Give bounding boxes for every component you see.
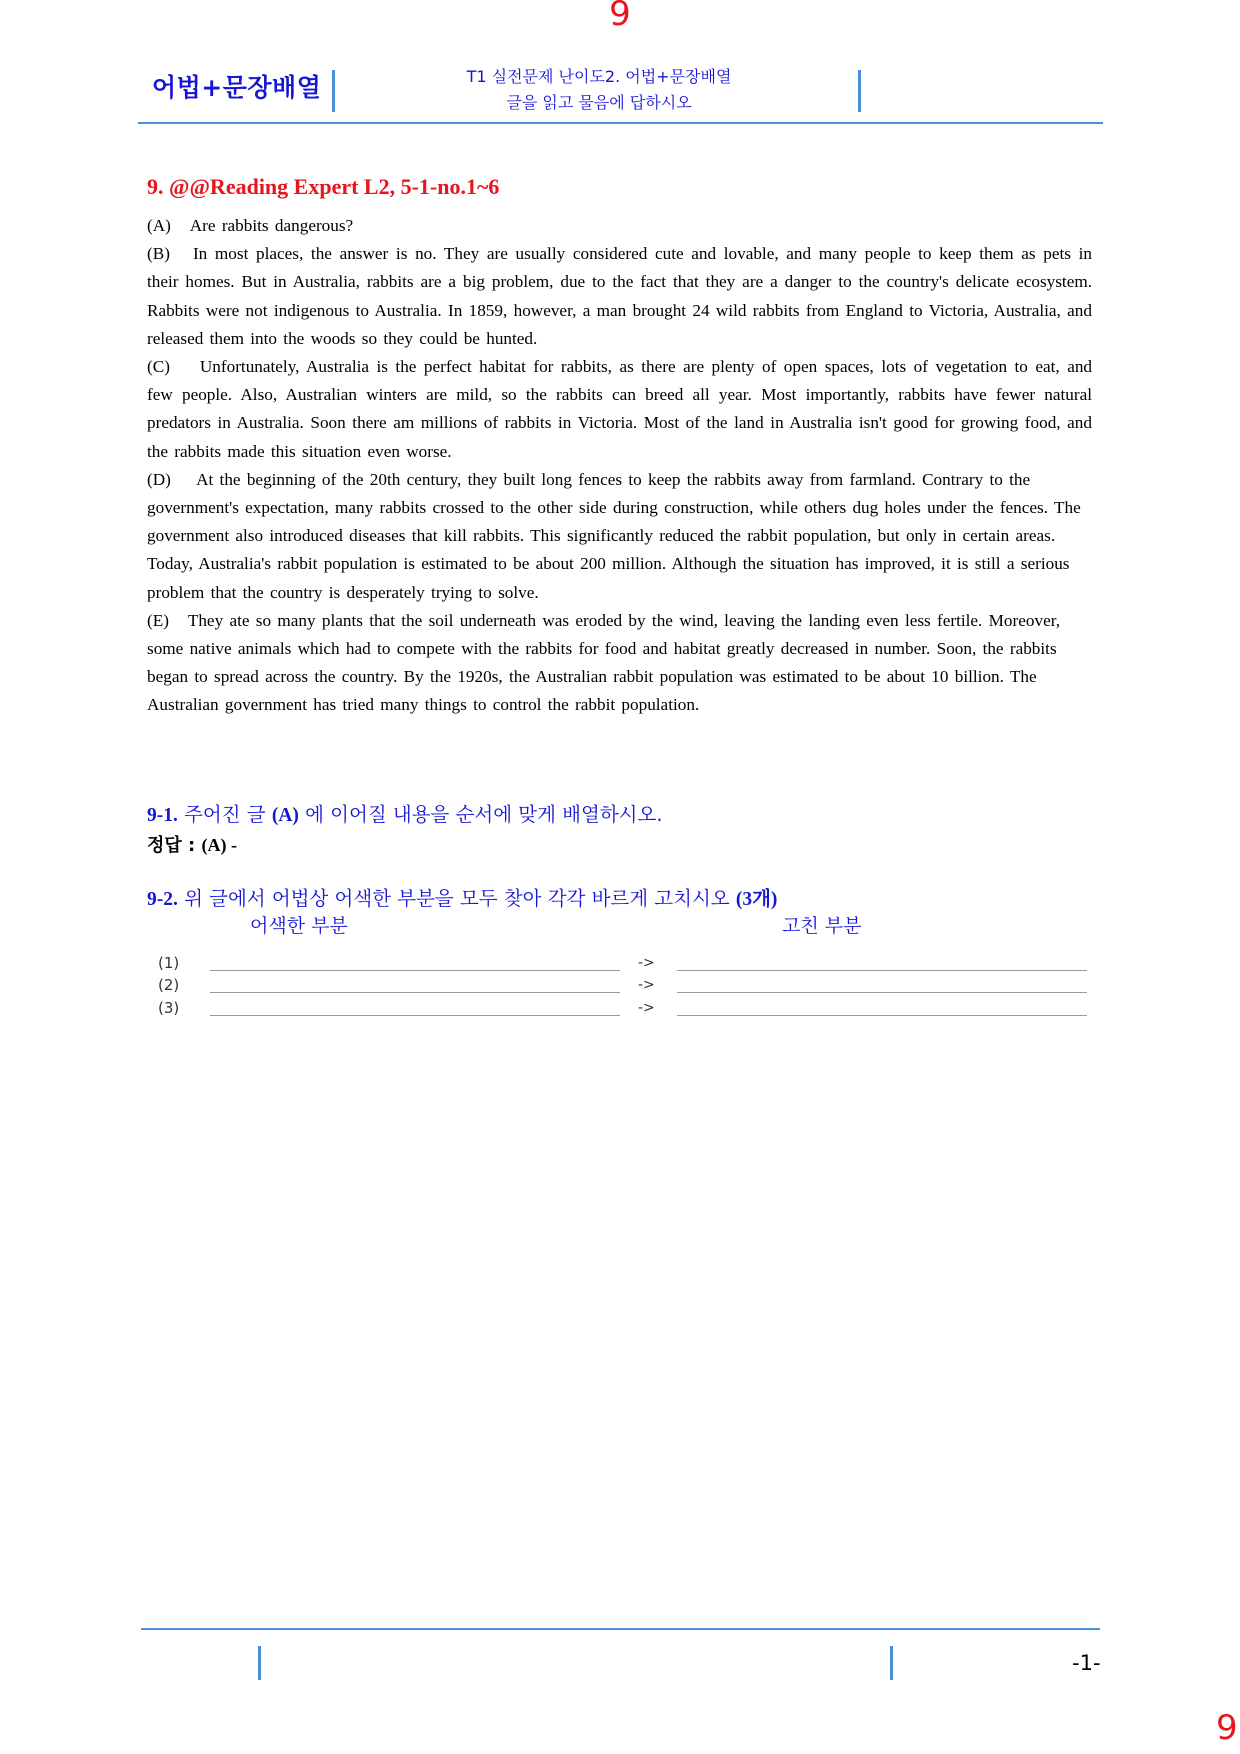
answer-row-number: (3) (158, 999, 180, 1017)
footer-page-number: -1- (1072, 1651, 1101, 1675)
header-divider-left (332, 70, 335, 112)
page-marker-top: 9 (609, 0, 631, 34)
arrow-icon: -> (638, 977, 655, 993)
page-marker-corner: 9 (1216, 1708, 1238, 1748)
sub-question-2-prompt (147, 884, 777, 915)
answer-blank-corrected[interactable] (677, 1015, 1087, 1016)
answer-row-2 (158, 974, 1088, 996)
answer-blank-corrected[interactable] (677, 970, 1087, 971)
sub-question-2-count: (3개) (735, 889, 778, 910)
sub-question-2-text: 위 글에서 어법상 어색한 부분을 모두 찾아 각각 바르게 고치시오 (184, 887, 730, 910)
column-header-wrong: 어색한 부분 (250, 915, 348, 937)
answer-blank-wrong[interactable] (210, 970, 620, 971)
header-subtitle (340, 64, 858, 116)
paragraph-b (147, 240, 1092, 353)
footer-rule (141, 1628, 1100, 1630)
paragraph-c (147, 353, 1092, 466)
paragraph-text: At the beginning of the 20th century, they built long fences to keep the rabbits away from farmland. Contrary to the government's expectation, many rabbits crossed to the other side during construction, while others dug holes under the fences. The government also introduced diseases that kill rabbits. This significantly reduced the rabbit population, but only in certain areas. Today, Australia's rabbit population is estimated to be about 200 million. Although the situation has improved, it is still a serious problem that the country is desperately trying to solve. (147, 469, 1081, 602)
sub-question-1-text-b: 에 이어질 내용을 순서에 맞게 배열하시오. (305, 803, 663, 826)
passage (147, 212, 1092, 720)
answer-blank-wrong[interactable] (210, 1015, 620, 1016)
paragraph-label: (D) (147, 469, 171, 489)
answer-label: 정답 : (147, 835, 196, 856)
answer-blank-wrong[interactable] (210, 992, 620, 993)
paragraph-label: (C) (147, 357, 170, 377)
paragraph-text: Are rabbits dangerous? (189, 216, 354, 235)
paragraph-label: (B) (147, 244, 170, 264)
paragraph-a (147, 212, 1092, 240)
arrow-icon: -> (638, 955, 655, 971)
paragraph-text: They ate so many plants that the soil underneath was eroded by the wind, leaving the landing even less fertile. Moreover, some native animals which had to compete with the rabbits for food and habitat greatly decreased in number. Soon, the rabbits began to spread across the country. By the 1920s, the Australian rabbit population was estimated to be about 10 billion. The Australian government has tried many things to control the rabbit population. (147, 610, 1061, 715)
header-subtitle-line2: 글을 읽고 물음에 답하시오 (506, 93, 692, 112)
answer-row-1 (158, 952, 1088, 974)
answer-blank-corrected[interactable] (677, 992, 1087, 993)
sub-question-1-ref: (A) (271, 805, 299, 826)
question-title: 9. @@Reading Expert L2, 5-1-no.1~6 (147, 174, 500, 199)
sub-question-1-number: 9-1. (147, 805, 178, 826)
paragraph-label: (E) (147, 610, 169, 630)
sub-question-1-text-a: 주어진 글 (184, 803, 266, 826)
header-subtitle-line1: T1 실전문제 난이도2. 어법+문장배열 (466, 67, 732, 86)
header-divider-right (858, 70, 861, 112)
answer-row-3 (158, 997, 1088, 1019)
header-category: 어법+문장배열 (152, 73, 322, 102)
answer-row-number: (2) (158, 976, 180, 994)
answer-value: (A) - (201, 835, 238, 855)
paragraph-text: Unfortunately, Australia is the perfect habitat for rabbits, as there are plenty of open spaces, lots of vegetation to eat, and few people. Also, Australian winters are mild, so the rabbits can breed all year. Most importantly, rabbits have fewer natural predators in Australia. Soon there am millions of rabbits in Victoria. Most of the land in Australia isn't good for growing food, and the rabbits made this situation even worse. (147, 357, 1093, 461)
paragraph-text: In most places, the answer is no. They are usually considered cute and lovable, and many people to keep them as pets in their homes. But in Australia, rabbits are a big problem, due to the fact that they are a danger to the country's delicate ecosystem. Rabbits were not indigenous to Australia. In 1859, however, a man brought 24 wild rabbits from England to Victoria, Australia, and released them into the woods so they could be hunted. (147, 244, 1093, 348)
sub-question-2-number: 9-2. (147, 889, 178, 910)
sub-question-1-answer (147, 830, 237, 861)
sub-question-1-prompt (147, 800, 663, 831)
paragraph-d (147, 466, 1092, 607)
footer-divider-right (890, 1646, 893, 1680)
paragraph-label: (A) (147, 216, 171, 235)
column-header-corrected: 고친 부분 (782, 915, 862, 937)
footer-divider-left (258, 1646, 261, 1680)
answer-row-number: (1) (158, 954, 180, 972)
header-rule (138, 122, 1103, 124)
arrow-icon: -> (638, 1000, 655, 1016)
paragraph-e (147, 607, 1092, 720)
